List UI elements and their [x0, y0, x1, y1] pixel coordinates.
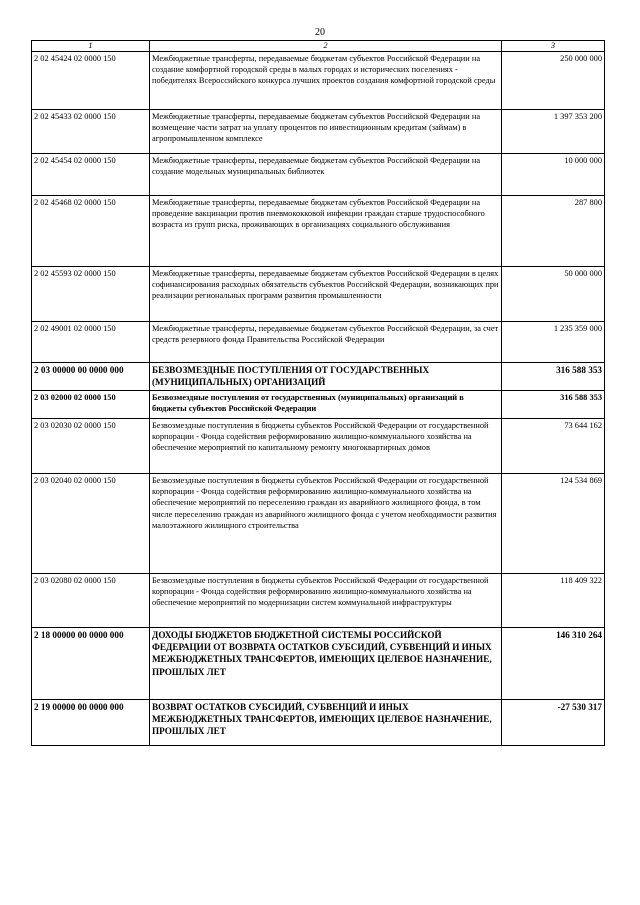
table-row	[32, 154, 605, 196]
budget-code: 2 02 49001 02 0000 150	[32, 322, 150, 363]
section-amount: 146 310 264	[502, 628, 605, 700]
section-heading: ВОЗВРАТ ОСТАТКОВ СУБСИДИЙ, СУБВЕНЦИЙ И ИНЫХ МЕЖБЮДЖЕТНЫХ ТРАНСФЕРТОВ, ИМЕЮЩИХ ЦЕЛЕВОЕ НАЗНАЧЕНИЕ, ПРОШЛЫХ ЛЕТ	[150, 700, 502, 746]
column-number-3: 3	[502, 41, 605, 52]
subsection-heading: Безвозмездные поступления от государственных (муниципальных) организаций в бюджеты субъектов Российской Федерации	[150, 391, 502, 419]
column-number-2: 2	[150, 41, 502, 52]
item-amount: 250 000 000	[502, 52, 605, 110]
budget-code: 2 02 45468 02 0000 150	[32, 196, 150, 267]
item-description: Межбюджетные трансферты, передаваемые бюджетам субъектов Российской Федерации на создание модельных муниципальных библиотек	[150, 154, 502, 196]
item-description: Межбюджетные трансферты, передаваемые бюджетам субъектов Российской Федерации на проведение вакцинации против пневмококковой инфекции граждан старше трудоспособного возраста из групп риска, проживающих в организациях социального обслуживания	[150, 196, 502, 267]
item-description: Безвозмездные поступления в бюджеты субъектов Российской Федерации от государственной корпорации - Фонда содействия реформированию жилищно-коммунального хозяйства на обеспечение мероприятий по модернизации систем коммунальной инфраструктуры	[150, 574, 502, 628]
item-amount: 50 000 000	[502, 267, 605, 322]
item-amount: 287 800	[502, 196, 605, 267]
table-row	[32, 700, 605, 746]
item-description: Безвозмездные поступления в бюджеты субъектов Российской Федерации от государственной корпорации - Фонда содействия реформированию жилищно-коммунального хозяйства на обеспечение мероприятий по переселению граждан из аварийного жилищного фонда, в том числе переселению граждан из аварийного жилищного фонда с учетом необходимости развития малоэтажного жилищного строительства	[150, 474, 502, 574]
subsection-amount: 316 588 353	[502, 391, 605, 419]
item-description: Межбюджетные трансферты, передаваемые бюджетам субъектов Российской Федерации в целях софинансирования расходных обязательств субъектов Российской Федерации, возникающих при реализации региональных программ развития промышленности	[150, 267, 502, 322]
item-amount: 1 397 353 200	[502, 110, 605, 154]
page-number: 20	[315, 27, 325, 38]
table-row	[32, 196, 605, 267]
table-row	[32, 110, 605, 154]
budget-code: 2 03 02000 02 0000 150	[32, 391, 150, 419]
column-number-row	[32, 41, 605, 52]
budget-code: 2 18 00000 00 0000 000	[32, 628, 150, 700]
table-row	[32, 474, 605, 574]
table-row	[32, 391, 605, 419]
budget-code: 2 02 45433 02 0000 150	[32, 110, 150, 154]
budget-code: 2 03 02040 02 0000 150	[32, 474, 150, 574]
item-amount: 118 409 322	[502, 574, 605, 628]
item-amount: 124 534 869	[502, 474, 605, 574]
budget-code: 2 19 00000 00 0000 000	[32, 700, 150, 746]
table-row	[32, 52, 605, 110]
section-amount: -27 530 317	[502, 700, 605, 746]
section-heading: БЕЗВОЗМЕЗДНЫЕ ПОСТУПЛЕНИЯ ОТ ГОСУДАРСТВЕННЫХ (МУНИЦИПАЛЬНЫХ) ОРГАНИЗАЦИЙ	[150, 363, 502, 391]
budget-code: 2 02 45593 02 0000 150	[32, 267, 150, 322]
budget-code: 2 02 45424 02 0000 150	[32, 52, 150, 110]
table-row	[32, 419, 605, 474]
table-row	[32, 267, 605, 322]
table-row	[32, 628, 605, 700]
table-row	[32, 574, 605, 628]
section-amount: 316 588 353	[502, 363, 605, 391]
table-row	[32, 322, 605, 363]
budget-table	[31, 40, 605, 746]
item-description: Межбюджетные трансферты, передаваемые бюджетам субъектов Российской Федерации на возмещение части затрат на уплату процентов по инвестиционным кредитам (займам) в агропромышленном комплексе	[150, 110, 502, 154]
item-description: Межбюджетные трансферты, передаваемые бюджетам субъектов Российской Федерации на создание комфортной городской среды в малых городах и исторических поселениях - победителях Всероссийского конкурса лучших проектов создания комфортной городской среды	[150, 52, 502, 110]
item-amount: 1 235 359 000	[502, 322, 605, 363]
budget-code: 2 03 02030 02 0000 150	[32, 419, 150, 474]
budget-code: 2 03 00000 00 0000 000	[32, 363, 150, 391]
budget-code: 2 02 45454 02 0000 150	[32, 154, 150, 196]
item-amount: 73 644 162	[502, 419, 605, 474]
column-number-1: 1	[32, 41, 150, 52]
section-heading: ДОХОДЫ БЮДЖЕТОВ БЮДЖЕТНОЙ СИСТЕМЫ РОССИЙСКОЙ ФЕДЕРАЦИИ ОТ ВОЗВРАТА ОСТАТКОВ СУБСИДИЙ, СУБВЕНЦИЙ И ИНЫХ МЕЖБЮДЖЕТНЫХ ТРАНСФЕРТОВ, ИМЕЮЩИХ ЦЕЛЕВОЕ НАЗНАЧЕНИЕ, ПРОШЛЫХ ЛЕТ	[150, 628, 502, 700]
item-description: Межбюджетные трансферты, передаваемые бюджетам субъектов Российской Федерации, за счет средств резервного фонда Правительства Российской Федерации	[150, 322, 502, 363]
item-amount: 10 000 000	[502, 154, 605, 196]
budget-code: 2 03 02080 02 0000 150	[32, 574, 150, 628]
item-description: Безвозмездные поступления в бюджеты субъектов Российской Федерации от государственной корпорации - Фонда содействия реформированию жилищно-коммунального хозяйства на обеспечение мероприятий по капитальному ремонту многоквартирных домов	[150, 419, 502, 474]
table-row	[32, 363, 605, 391]
